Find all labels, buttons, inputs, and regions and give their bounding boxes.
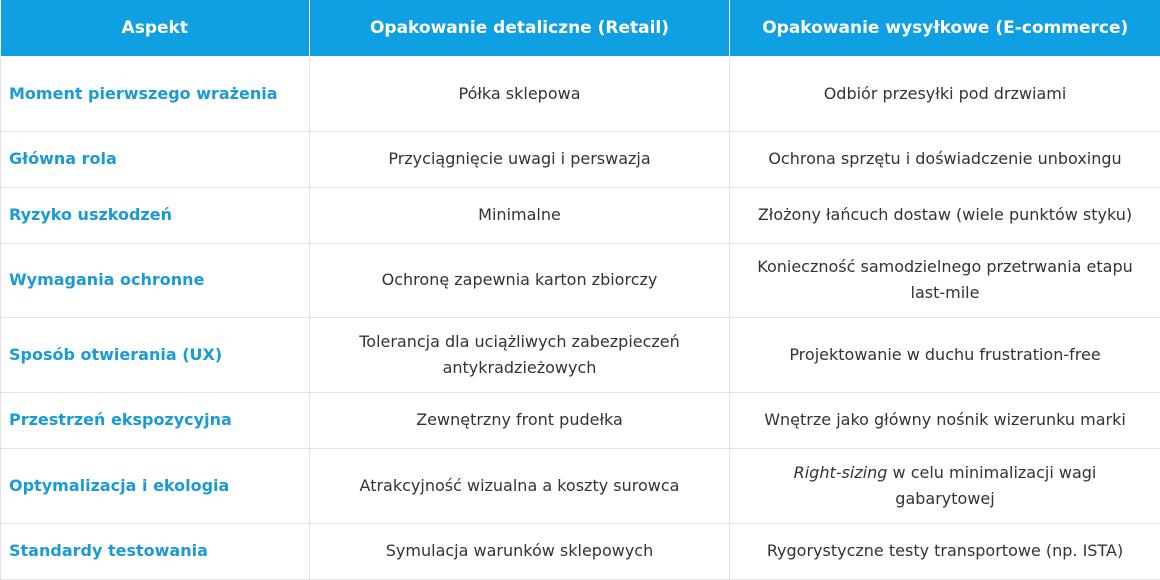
ecommerce-italic-term: Right-sizing [793,462,888,482]
ecommerce-cell: Wnętrze jako główny nośnik wizerunku marki [730,392,1160,448]
ecommerce-cell: Konieczność samodzielnego przetrwania etapu last-mile [730,243,1160,317]
ecommerce-cell: Odbiór przesyłki pod drzwiami [730,56,1160,131]
aspect-cell: Wymagania ochronne [1,243,310,317]
retail-cell: Atrakcyjność wizualna a koszty surowca [310,448,730,523]
ecommerce-cell [730,448,1160,523]
aspect-cell: Sposób otwierania (UX) [1,317,310,392]
table-row [1,317,1160,392]
aspect-cell: Moment pierwszego wrażenia [1,56,310,131]
ecommerce-cell: Ochrona sprzętu i doświadczenie unboxingu [730,131,1160,187]
ecommerce-cell: Złożony łańcuch dostaw (wiele punktów styku) [730,187,1160,243]
aspect-cell: Ryzyko uszkodzeń [1,187,310,243]
retail-cell: Symulacja warunków sklepowych [310,523,730,579]
header-aspect: Aspekt [1,0,310,56]
aspect-cell: Optymalizacja i ekologia [1,448,310,523]
retail-cell: Tolerancja dla uciążliwych zabezpieczeń antykradzieżowych [310,317,730,392]
aspect-cell: Standardy testowania [1,523,310,579]
header-ecommerce: Opakowanie wysyłkowe (E-commerce) [730,0,1160,56]
retail-cell: Minimalne [310,187,730,243]
table-header-row [1,0,1160,56]
ecommerce-cell-rest: w celu minimalizacji wagi gabarytowej [887,462,1097,508]
aspect-cell: Przestrzeń ekspozycyjna [1,392,310,448]
table-row [1,131,1160,187]
table-row [1,56,1160,131]
ecommerce-cell: Rygorystyczne testy transportowe (np. ISTA) [730,523,1160,579]
ecommerce-cell: Projektowanie w duchu frustration-free [730,317,1160,392]
table-row [1,523,1160,579]
table-row [1,392,1160,448]
aspect-cell: Główna rola [1,131,310,187]
table-row [1,243,1160,317]
retail-cell: Zewnętrzny front pudełka [310,392,730,448]
header-retail: Opakowanie detaliczne (Retail) [310,0,730,56]
table-row [1,448,1160,523]
retail-cell: Półka sklepowa [310,56,730,131]
retail-cell: Ochronę zapewnia karton zbiorczy [310,243,730,317]
table-row [1,187,1160,243]
retail-cell: Przyciągnięcie uwagi i perswazja [310,131,730,187]
